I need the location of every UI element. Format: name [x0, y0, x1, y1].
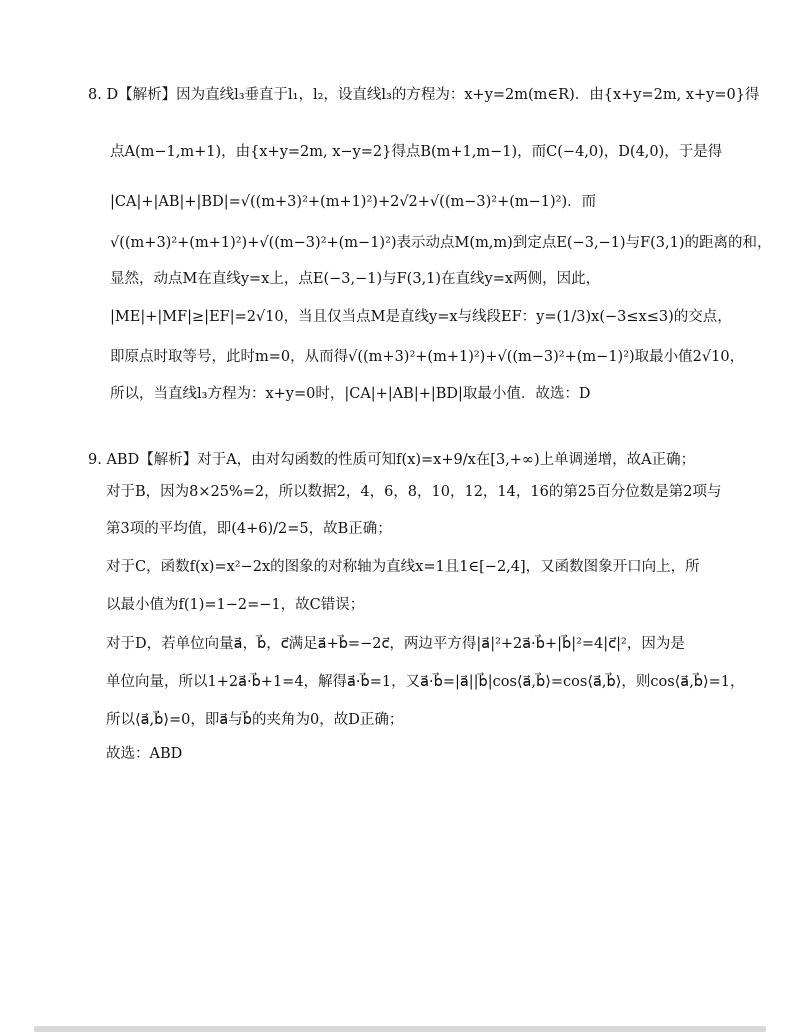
p9-line-7: 单位向量，所以1+2a⃗·b⃗+1=4，解得a⃗·b⃗=1，又a⃗·b⃗=|a⃗||b⃗|cos⟨a⃗,b⃗⟩=cos⟨a⃗,b⃗⟩，则cos⟨a⃗,b⃗⟩=1，	[106, 674, 745, 690]
p8-line-1: 8. D【解析】因为直线l₃垂直于l₁，l₂，设直线l₃的方程为：x+y=2m(m∈R)．由{x+y=2m, x+y=0}得	[88, 87, 760, 103]
p9-line-3: 第3项的平均值，即(4+6)/2=5，故B正确；	[106, 521, 392, 537]
p9-line-9: 故选：ABD	[106, 746, 183, 762]
page-bottom-divider	[34, 1026, 766, 1032]
p9-line-1: 9. ABD【解析】对于A，由对勾函数的性质可知f(x)=x+9/x在[3,+∞)上单调递增，故A正确；	[88, 452, 696, 468]
p9-line-8: 所以⟨a⃗,b⃗⟩=0，即a⃗与b⃗的夹角为0，故D正确；	[106, 712, 404, 728]
p8-line-3: |CA|+|AB|+|BD|=√((m+3)²+(m+1)²)+2√2+√((m−3)²+(m−1)²)．而	[110, 194, 597, 210]
p9-line-2: 对于B，因为8×25%=2，所以数据2，4，6，8，10，12，14，16的第25百分位数是第2项与	[106, 484, 722, 500]
p8-line-5: 显然，动点M在直线y=x上，点E(−3,−1)与F(3,1)在直线y=x两侧，因此，	[110, 271, 601, 287]
p8-line-7: 即原点时取等号，此时m=0，从而得√((m+3)²+(m+1)²)+√((m−3)²+(m−1)²)取最小值2√10，	[110, 349, 745, 365]
p8-line-2: 点A(m−1,m+1)，由{x+y=2m, x−y=2}得点B(m+1,m−1)，而C(−4,0)，D(4,0)，于是得	[110, 144, 723, 160]
p9-line-6: 对于D，若单位向量a⃗，b⃗，c⃗满足a⃗+b⃗=−2c⃗，两边平方得|a⃗|²+2a⃗·b⃗+|b⃗|²=4|c⃗|²，因为是	[106, 636, 685, 652]
p8-line-4: √((m+3)²+(m+1)²)+√((m−3)²+(m−1)²)表示动点M(m,m)到定点E(−3,−1)与F(3,1)的距离的和，	[110, 235, 772, 251]
p8-line-8: 所以，当直线l₃方程为：x+y=0时，|CA|+|AB|+|BD|取最小值．故选：D	[110, 386, 591, 402]
p9-line-4: 对于C，函数f(x)=x²−2x的图象的对称轴为直线x=1且1∈[−2,4]，又函数图象开口向上，所	[106, 559, 700, 575]
p9-line-5: 以最小值为f(1)=1−2=−1，故C错误；	[106, 597, 365, 613]
p8-line-6: |ME|+|MF|≥|EF|=2√10，当且仅当点M是直线y=x与线段EF：y=(1/3)x(−3≤x≤3)的交点，	[110, 309, 732, 325]
